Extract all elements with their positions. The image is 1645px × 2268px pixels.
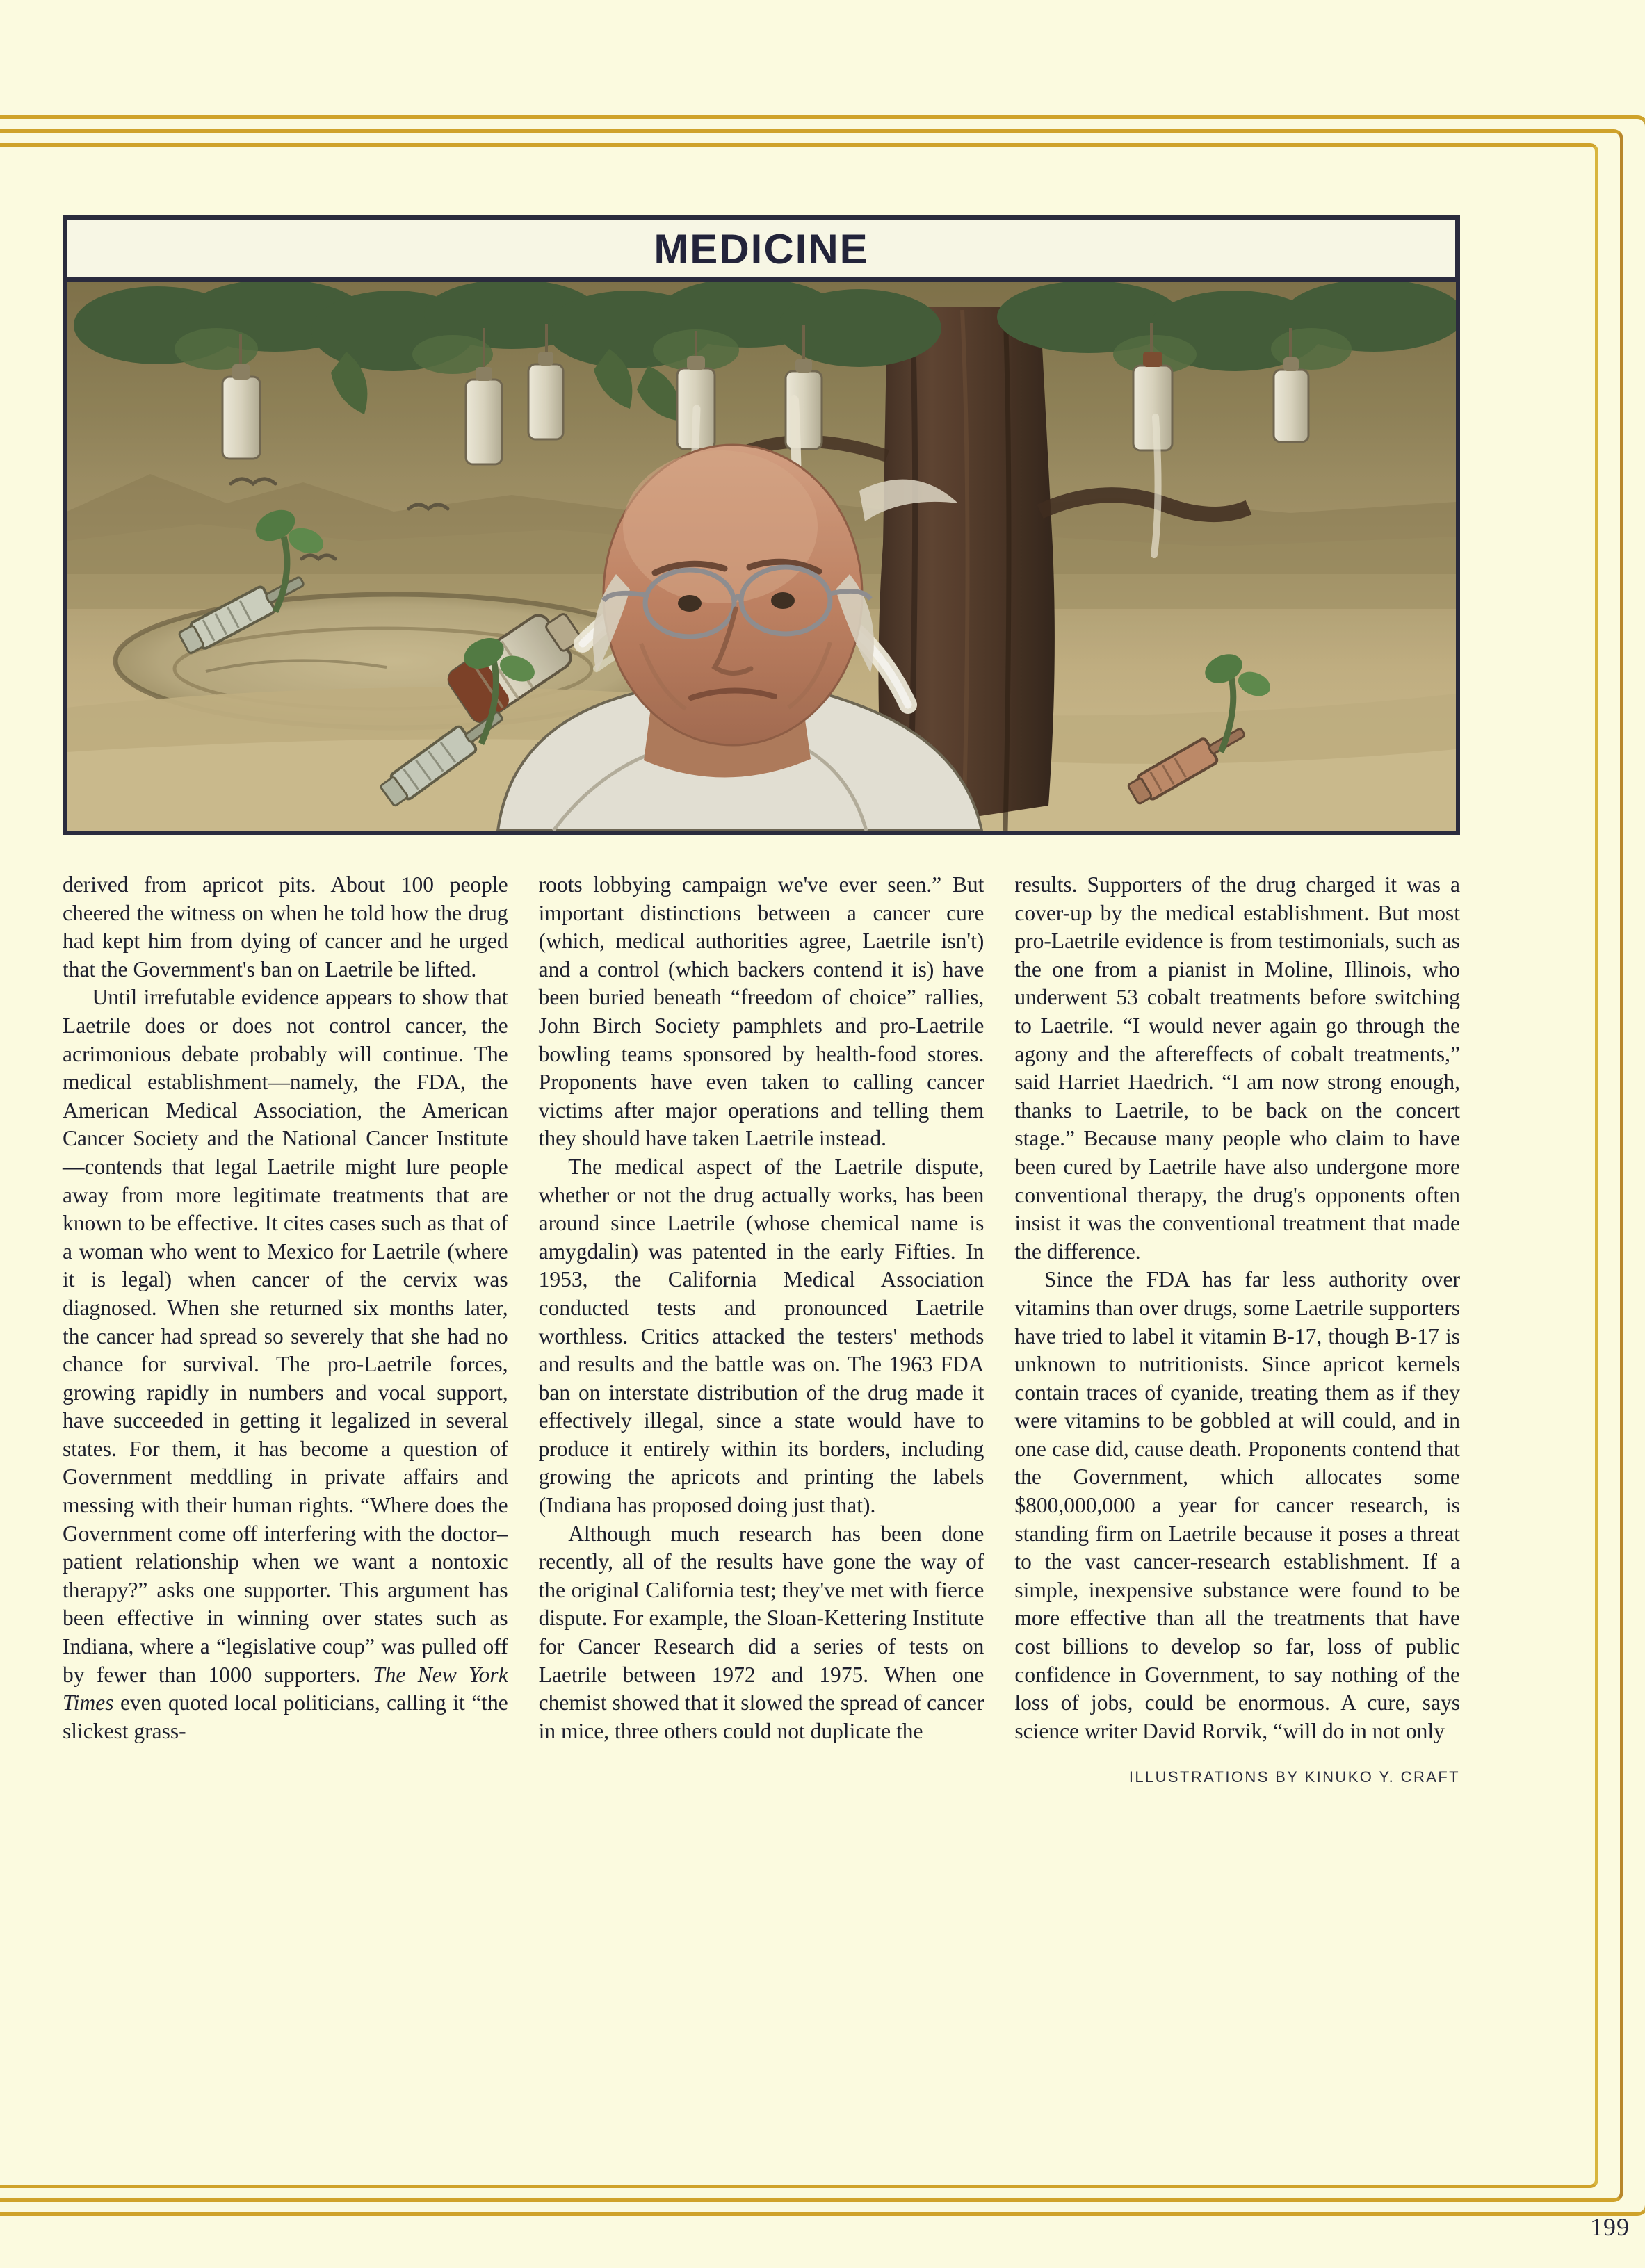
article-column-2 bbox=[539, 871, 984, 1792]
article-column-3 bbox=[1014, 871, 1460, 1792]
paragraph: roots lobbying campaign we've ever seen.” But important distinctions between a cancer cure (which, medical authorities agree, Laetrile isn't) and a control (which backers contend it is) have been buried beneath “freedom of choice” rallies, John Birch Society pamphlets and pro-Laetrile bowling teams sponsored by health-food stores. Proponents have even taken to calling cancer victims after major operations and telling them they should have taken Laetrile instead. bbox=[538, 872, 984, 1151]
paragraph-tail: even quoted local politicians, calling it “the slickest grass- bbox=[63, 1690, 508, 1743]
page-number: 199 bbox=[1590, 2213, 1630, 2241]
paragraph: Since the FDA has far less authority over vitamins than over drugs, some Laetrile supporters have tried to label it vitamin B-17, though B-17 is unknown to nutritionists. Since apricot kernels contain traces of cyanide, treating them as if they were vitamins to be gobbled at will could, and in one case did, cause death. Proponents contend that the Government, which allocates some $800,000,000 a year for cancer research, is standing firm on Laetrile because it poses a threat to the vast cancer-research establishment. If a simple, inexpensive substance were found to be more effective than all the treatments that have cost billions to develop so far, loss of public confidence in Government, to say nothing of the loss of jobs, could be enormous. A cure, says science writer David Rorvik, “will do in not only bbox=[1014, 1267, 1461, 1743]
paragraph-text: Until irrefutable evidence appears to show that Laetrile does or does not control cancer, the acrimonious debate probably will continue. The medical establishment—namely, the FDA, the American Medical Association, the American Cancer Society and the National Cancer Institute—contends that legal Laetrile might lure people away from more legitimate treatments that are known to be effective. It cites cases such as that of a woman who went to Mexico for Laetrile (where it is legal) when cancer of the cervix was diagnosed. When she returned six months later, the cancer had spread so severely that she had no chance for survival. The pro-Laetrile forces, growing rapidly in numbers and vocal support, have succeeded in getting it legalized in several states. For them, it has become a question of Government meddling in private affairs and messing with their human rights. “Where does the Government come off interfering with the doctor–patient relationship when we want a nontoxic therapy?” asks one supporter. This argument has been effective in winning over states such as Indiana, where a “legislative coup” was pulled off by fewer than 1000 supporters. bbox=[63, 985, 508, 1687]
illustration-artwork bbox=[67, 282, 1456, 831]
paragraph: The medical aspect of the Laetrile dispute, whether or not the drug actually works, has been around since Laetrile (whose chemical name is amygdalin) was patented in the early Fifties. In 1953, the California Medical Association conducted tests and pronounced Laetrile worthless. Critics attacked the testers' methods and results and the battle was on. The 1963 FDA ban on interstate distribution of the drug made it effectively illegal, since a state would have to produce it entirely within its borders, including growing the apricots and printing the labels (Indiana has proposed doing just that). bbox=[538, 1154, 984, 1518]
paragraph: results. Supporters of the drug charged it was a cover-up by the medical establishment. But most pro-Laetrile evidence is from testimonials, such as the one from a pianist in Moline, Illinois, who underwent 53 cobalt treatments before switching to Laetrile. “I would never again go through the agony and the aftereffects of cobalt treatments,” said Harriet Haedrich. “I am now strong enough, thanks to Laetrile, to be back on the concert stage.” Because many people who claim to have been cured by Laetrile have also undergone more conventional therapy, the drug's opponents often insist it was the conventional treatment that made the difference. bbox=[1014, 872, 1461, 1264]
paragraph bbox=[63, 984, 508, 1745]
page-title: MEDICINE bbox=[654, 225, 869, 272]
article-column-1 bbox=[63, 871, 508, 1792]
paragraph: derived from apricot pits. About 100 people cheered the witness on when he told how the drug had kept him from dying of cancer and he urged that the Government's ban on Laetrile be lifted. bbox=[63, 872, 508, 981]
illustration-credit: ILLUSTRATIONS BY KINUKO Y. CRAFT bbox=[1128, 1768, 1461, 1786]
paragraph: Although much research has been done recently, all of the results have gone the way of the original California test; they've met with fierce dispute. For example, the Sloan-Kettering Institute for Cancer Research did a series of tests on Laetrile between 1972 and 1975. When one chemist showed that it slowed the spread of cancer in mice, three others could not duplicate the bbox=[538, 1521, 984, 1743]
section-masthead bbox=[63, 215, 1460, 282]
article-illustration bbox=[63, 282, 1460, 835]
page-content bbox=[63, 215, 1460, 1792]
article-body bbox=[63, 871, 1460, 1792]
publication-title: The New York Times bbox=[63, 1662, 508, 1715]
